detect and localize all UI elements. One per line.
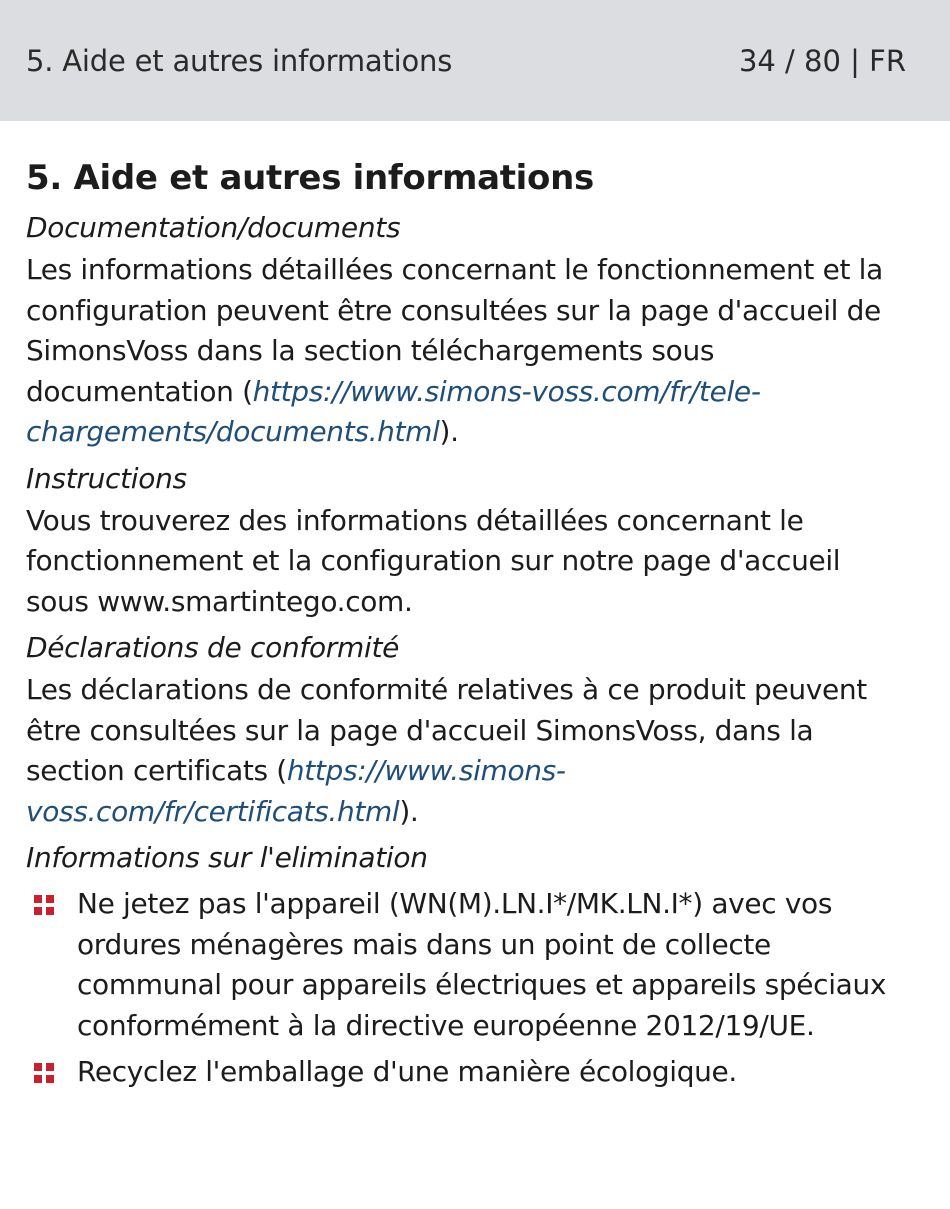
conformity-text: Les déclarations de conformité relatives à ce produit peuvent être consultées sur la page d'accueil SimonsVoss, dans la section certificats (: [26, 673, 867, 787]
page-header: [0, 0, 950, 121]
disposal-list: [26, 884, 906, 1093]
conformity-text-end: ).: [399, 794, 419, 828]
subheading-conformity: Déclarations de conformité: [26, 631, 400, 664]
red-square-bullet-icon: [34, 895, 55, 916]
red-square-bullet-icon: [34, 1063, 55, 1084]
page-title: 5. Aide et autres informations: [26, 158, 594, 198]
certificates-link[interactable]: https://www.simons-voss.com/fr/certificats.html: [26, 754, 566, 828]
main-content: [26, 152, 906, 1099]
disposal-item-text: Recyclez l'emballage d'une manière écologique.: [77, 1055, 737, 1088]
subheading-instructions: Instructions: [26, 461, 187, 495]
paragraph-documentation: [26, 250, 906, 453]
documentation-text: Les informations détaillées concernant le fonctionnement et la configuration peuvent être consultées sur la page d'accueil de SimonsVoss dans la section téléchargements sous documentation (: [26, 253, 883, 408]
paragraph-conformity: [26, 670, 906, 832]
subheading-documentation: Documentation/documents: [26, 211, 401, 244]
header-page-number: 34 / 80 | FR: [738, 43, 906, 78]
paragraph-instructions: Vous trouverez des informations détaillées concernant le fonctionnement et la configuration sur notre page d'accueil sous www.smartintego.com.: [26, 503, 841, 618]
header-section-title: 5. Aide et autres informations: [26, 43, 453, 78]
disposal-item-text: Ne jetez pas l'appareil (WN(M).LN.I*/MK.LN.I*) avec vos ordures ménagères mais dans un point de collecte communal pour appareils électriques et appareils spéciaux conformément à la directive européenne 2012/19/UE.: [77, 887, 887, 1042]
documentation-link[interactable]: https://www.simons-voss.com/fr/telechargements/documents.html: [26, 374, 761, 448]
list-item: [26, 884, 906, 1046]
documentation-text-end: ).: [439, 415, 459, 448]
subheading-disposal: Informations sur l'elimination: [26, 841, 428, 874]
list-item: [26, 1052, 906, 1093]
